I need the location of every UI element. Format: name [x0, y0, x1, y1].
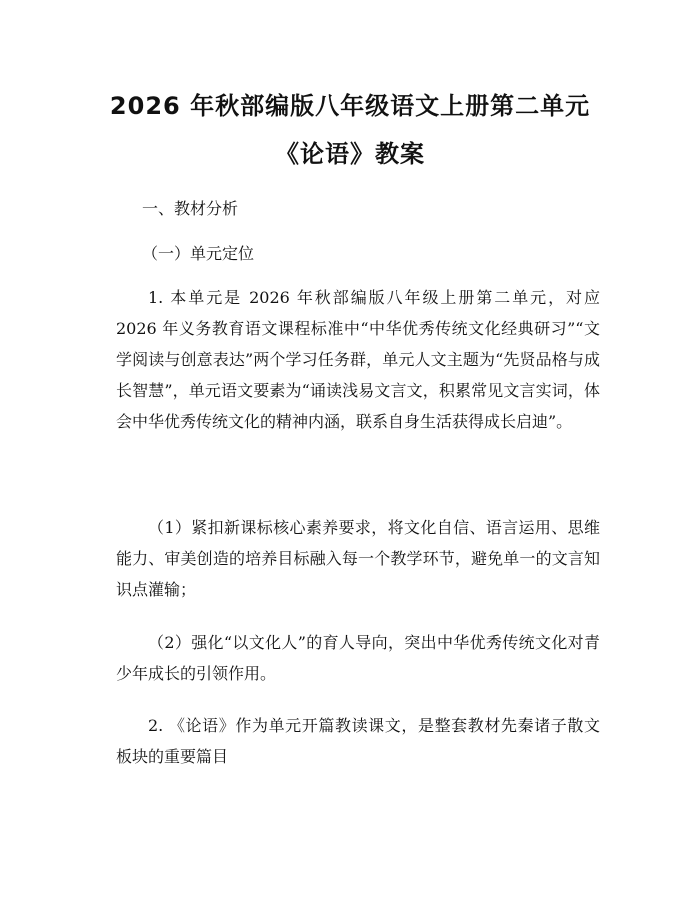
section-heading-textbook-analysis: 一、教材分析 [142, 199, 239, 218]
subsection-heading-unit-positioning: （一）单元定位 [142, 244, 255, 263]
paragraph-2: （1）紧扣新课标核心素养要求，将文化自信、语言运用、思维能力、审美创造的培养目标融入每一个教学环节，避免单一的文言知识点灌输； [116, 518, 600, 599]
document-title-line-1: 2026 年秋部编版八年级语文上册第二单元 [109, 92, 591, 120]
paragraph-1: 1. 本单元是 2026 年秋部编版八年级上册第二单元，对应 2026 年义务教育语文课程标准中“中华优秀传统文化经典研习”“文学阅读与创意表达”两个学习任务群，单元人文主题为“先贤品格与成长智慧”，单元语文要素为“诵读浅易文言文，积累常见文言实词，体会中华优秀传统文化的精神内涵，联系自身生活获得成长启迪”。 [116, 288, 600, 431]
paragraph-3: （2）强化“以文化人”的育人导向，突出中华优秀传统文化对青少年成长的引领作用。 [116, 633, 600, 683]
paragraph-4: 2. 《论语》作为单元开篇教读课文，是整套教材先秦诸子散文板块的重要篇目 [116, 716, 600, 766]
document-title-line-2: 《论语》教案 [275, 140, 425, 168]
